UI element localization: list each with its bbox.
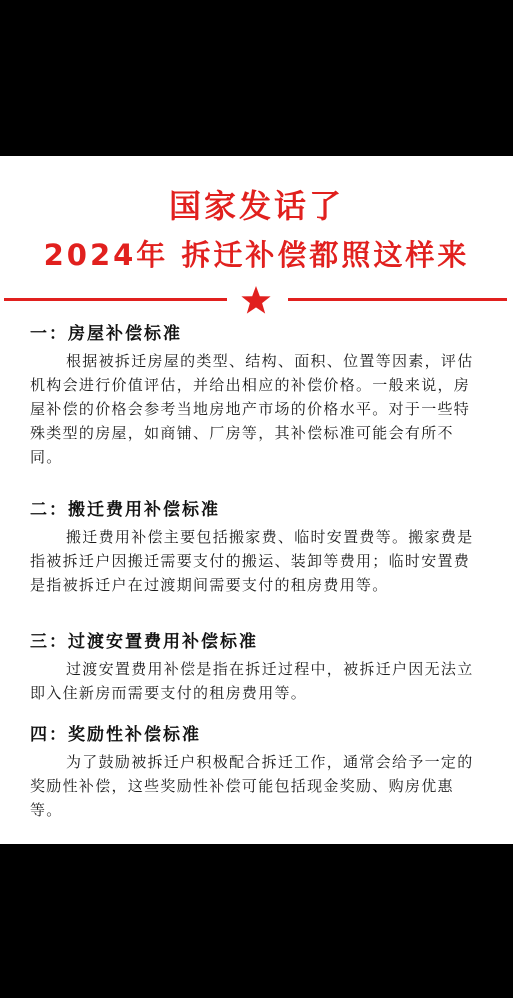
section-title: 二：搬迁费用补偿标准 — [30, 500, 220, 520]
section-transition-compensation — [30, 630, 500, 705]
page-subtitle: 2024年 拆迁补偿都照这样来 — [43, 238, 470, 272]
section-body: 搬迁费用补偿主要包括搬家费、临时安置费等。搬家费是指被拆迁户因搬迁需要支付的搬运、装卸等费用；临时安置费是指被拆迁户在过渡期间需要支付的租房费用等。 — [30, 528, 474, 594]
section-title: 四：奖励性补偿标准 — [30, 725, 201, 745]
section-title: 三：过渡安置费用补偿标准 — [30, 632, 258, 652]
section-housing-compensation — [30, 322, 500, 469]
document-page — [0, 156, 513, 844]
divider-left — [4, 298, 227, 301]
section-relocation-compensation — [30, 498, 500, 597]
section-body: 为了鼓励被拆迁户积极配合拆迁工作，通常会给予一定的奖励性补偿，这些奖励性补偿可能包括现金奖励、购房优惠等。 — [30, 753, 474, 819]
page-title: 国家发话了 — [168, 187, 344, 225]
section-body: 过渡安置费用补偿是指在拆迁过程中，被拆迁户因无法立即入住新房而需要支付的租房费用等。 — [30, 660, 474, 702]
star-icon — [240, 285, 272, 315]
divider-right — [288, 298, 507, 301]
section-title: 一：房屋补偿标准 — [30, 324, 182, 344]
section-body: 根据被拆迁房屋的类型、结构、面积、位置等因素，评估机构会进行价值评估，并给出相应的补偿价格。一般来说，房屋补偿的价格会参考当地房地产市场的价格水平。对于一些特殊类型的房屋，如商铺、厂房等，其补偿标准可能会有所不同。 — [30, 352, 474, 466]
section-incentive-compensation — [30, 723, 500, 822]
